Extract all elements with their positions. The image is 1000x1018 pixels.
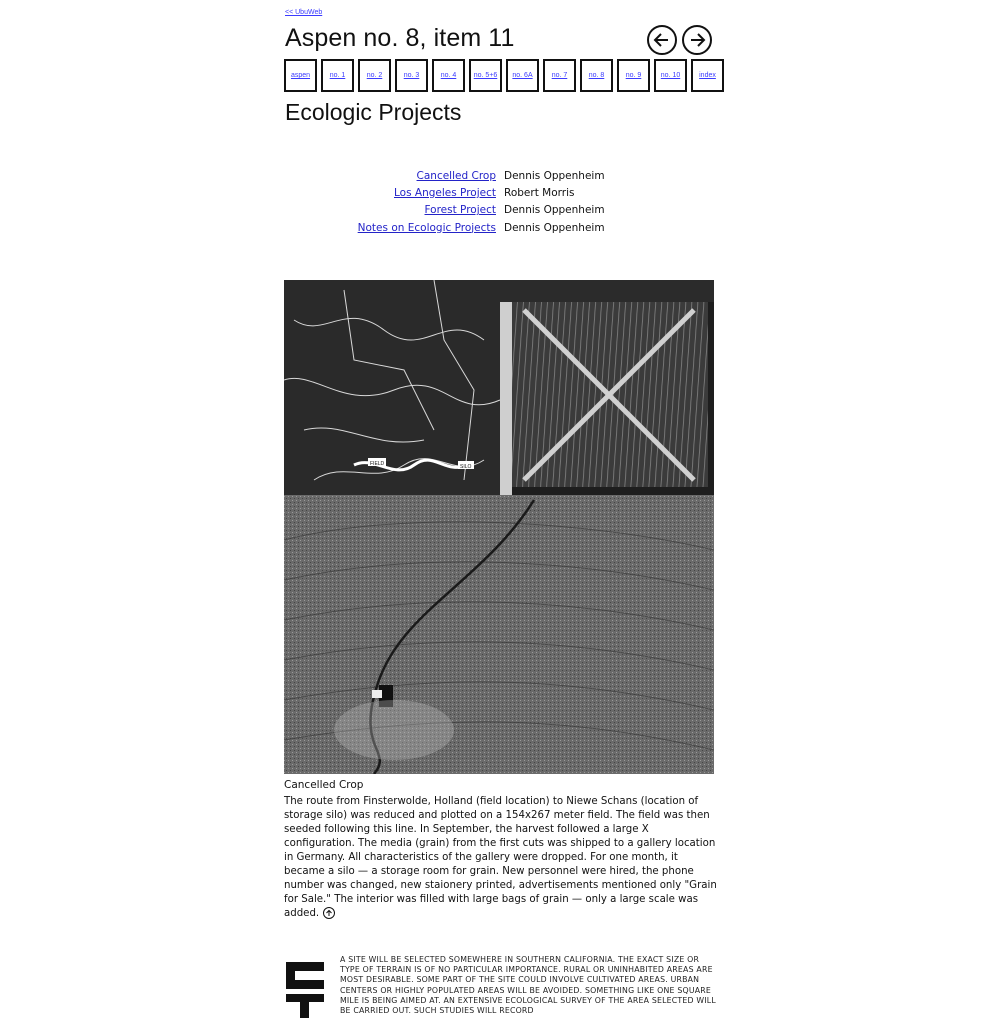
toc-link-los-angeles-project[interactable]: Los Angeles Project: [394, 186, 496, 199]
cancelled-crop-photo: [284, 280, 714, 774]
toc-link-notes-on-ecologic-projects[interactable]: Notes on Ecologic Projects: [357, 221, 496, 234]
issue-link-no-8[interactable]: no. 8: [580, 59, 613, 92]
issue-link-aspen[interactable]: aspen: [284, 59, 317, 92]
toc-row: [300, 184, 700, 201]
toc-author: Dennis Oppenheim: [504, 221, 605, 234]
map-label-field: FIELD: [370, 461, 385, 467]
caption-text: The route from Finsterwolde, Holland (field location) to Niewe Schans (location of storage silo) was reduced and plotted on a 154x267 meter field. The field was then seeded following this line. In September, the harvest followed a large X configuration. The media (grain) from the first cuts was shipped to a gallery location in Germany. All characteristics of the gallery were dropped. For one month, it became a silo — a storage room for grain. New personnel were hired, the phone number was changed, new staionery printed, advertisements mentioned only "Grain for Sale." The interior was filled with large bags of grain — only a large scale was added.: [284, 796, 717, 919]
issue-link-index[interactable]: index: [691, 59, 724, 92]
toc-row: [300, 202, 700, 219]
issue-link-no-4[interactable]: no. 4: [432, 59, 465, 92]
toc-row: [300, 219, 700, 236]
decorative-title-glyph: [284, 958, 326, 1018]
page-title: Aspen no. 8, item 11: [285, 24, 515, 52]
issue-navigation: [284, 59, 724, 92]
issue-link-no-6a[interactable]: no. 6A: [506, 59, 539, 92]
toc-link-forest-project[interactable]: Forest Project: [424, 204, 496, 217]
next-item-button[interactable]: [682, 25, 712, 55]
arrow-left-circle-icon: [652, 30, 672, 50]
toc-link-cancelled-crop[interactable]: Cancelled Crop: [416, 169, 496, 182]
caption-title: Cancelled Crop: [284, 779, 364, 791]
prev-item-button[interactable]: [647, 25, 677, 55]
arrow-right-circle-icon: [687, 30, 707, 50]
issue-link-no-10[interactable]: no. 10: [654, 59, 687, 92]
ubuweb-back-link[interactable]: << UbuWeb: [285, 9, 323, 16]
toc-author: Dennis Oppenheim: [504, 169, 605, 182]
toc-row: [300, 167, 700, 184]
arrow-up-circle-icon: [325, 909, 333, 917]
issue-link-no-7[interactable]: no. 7: [543, 59, 576, 92]
toc-author: Robert Morris: [504, 186, 575, 199]
issue-link-no-9[interactable]: no. 9: [617, 59, 650, 92]
issue-link-no-5-6[interactable]: no. 5+6: [469, 59, 502, 92]
map-label-silo: SILO: [460, 464, 472, 470]
toc-author: Dennis Oppenheim: [504, 204, 605, 217]
table-of-contents: [300, 167, 700, 236]
section-title: Ecologic Projects: [285, 99, 462, 125]
los-angeles-project-text: A SITE WILL BE SELECTED SOMEWHERE IN SOUTHERN CALIFORNIA. THE EXACT SIZE OR TYPE OF TERRAIN IS OF NO PARTICULAR IMPORTANCE. RURAL OR UNINHABITED AREAS ARE MOST DESIRABLE. SOME PART OF THE SITE COULD INVOLVE CULTIVATED AREAS. URBAN CENTERS OR HIGHLY POPULATED AREAS WILL BE AVOIDED. SOMETHING LIKE ONE SQUARE MILE IS BEING AIMED AT. AN EXTENSIVE ECOLOGICAL SURVEY OF THE AREA SELECTED WILL BE CARRIED OUT. SUCH STUDIES WILL RECORD: [340, 955, 716, 1016]
caption-body: [284, 795, 720, 921]
issue-link-no-2[interactable]: no. 2: [358, 59, 391, 92]
issue-link-no-3[interactable]: no. 3: [395, 59, 428, 92]
issue-link-no-1[interactable]: no. 1: [321, 59, 354, 92]
back-to-top-button[interactable]: [323, 907, 335, 919]
